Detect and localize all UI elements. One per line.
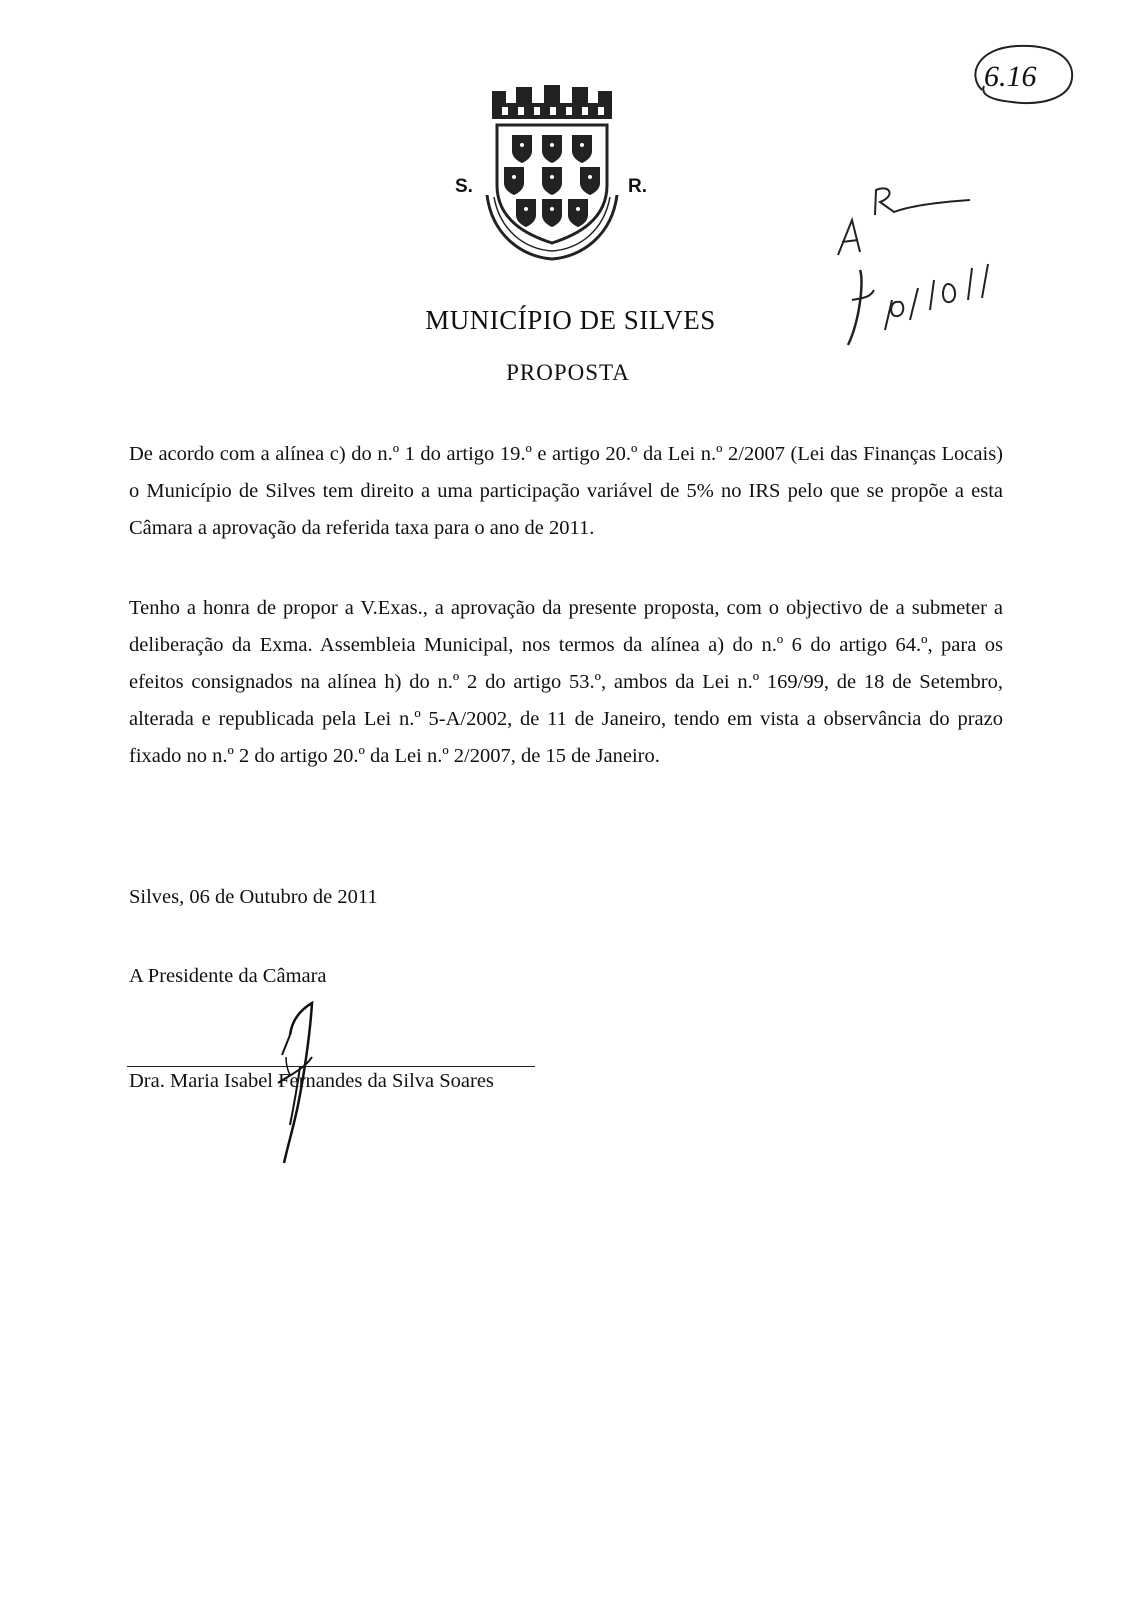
place-and-date: Silves, 06 de Outubro de 2011 bbox=[129, 886, 378, 908]
municipal-crest-logo bbox=[452, 85, 652, 265]
body-paragraph-2: Tenho a honra de propor a V.Exas., a aprovação da presente proposta, com o objectivo de a submeter a deliberação da Exma. Assembleia Municipal, nos termos da alínea a) do n.º 6 do artigo 64.º, para os efeitos consignados na alínea h) do n.º 2 do artigo 53.º, ambos da Lei n.º 169/99, de 18 de Setembro, alterada e republicada pela Lei n.º 5-A/2002, de 11 de Janeiro, tendo em vista a observância do prazo fixado no n.º 2 do artigo 20.º da Lei n.º 2/2007, de 15 de Janeiro. bbox=[129, 597, 1003, 767]
seal-letter-r: R. bbox=[628, 176, 647, 197]
page-number-stamp bbox=[962, 40, 1078, 110]
signatory-name: Dra. Maria Isabel Fernandes da Silva Soares bbox=[129, 1070, 494, 1092]
seal-letter-s: S. bbox=[455, 176, 473, 197]
body-paragraph-1: De acordo com a alínea c) do n.º 1 do artigo 19.º e artigo 20.º da Lei n.º 2/2007 (Lei das Finanças Locais) o Município de Silves tem direito a uma participação variável de 5% no IRS pelo que se propõe a esta Câmara a aprovação da referida taxa para o ano de 2011. bbox=[129, 443, 1003, 539]
handwritten-signature bbox=[260, 995, 340, 1165]
signatory-title: A Presidente da Câmara bbox=[129, 965, 327, 987]
municipality-title: MUNICÍPIO DE SILVES bbox=[425, 305, 716, 335]
page-number-text: 6.16 bbox=[984, 60, 1037, 93]
document-type-heading: PROPOSTA bbox=[506, 360, 630, 385]
